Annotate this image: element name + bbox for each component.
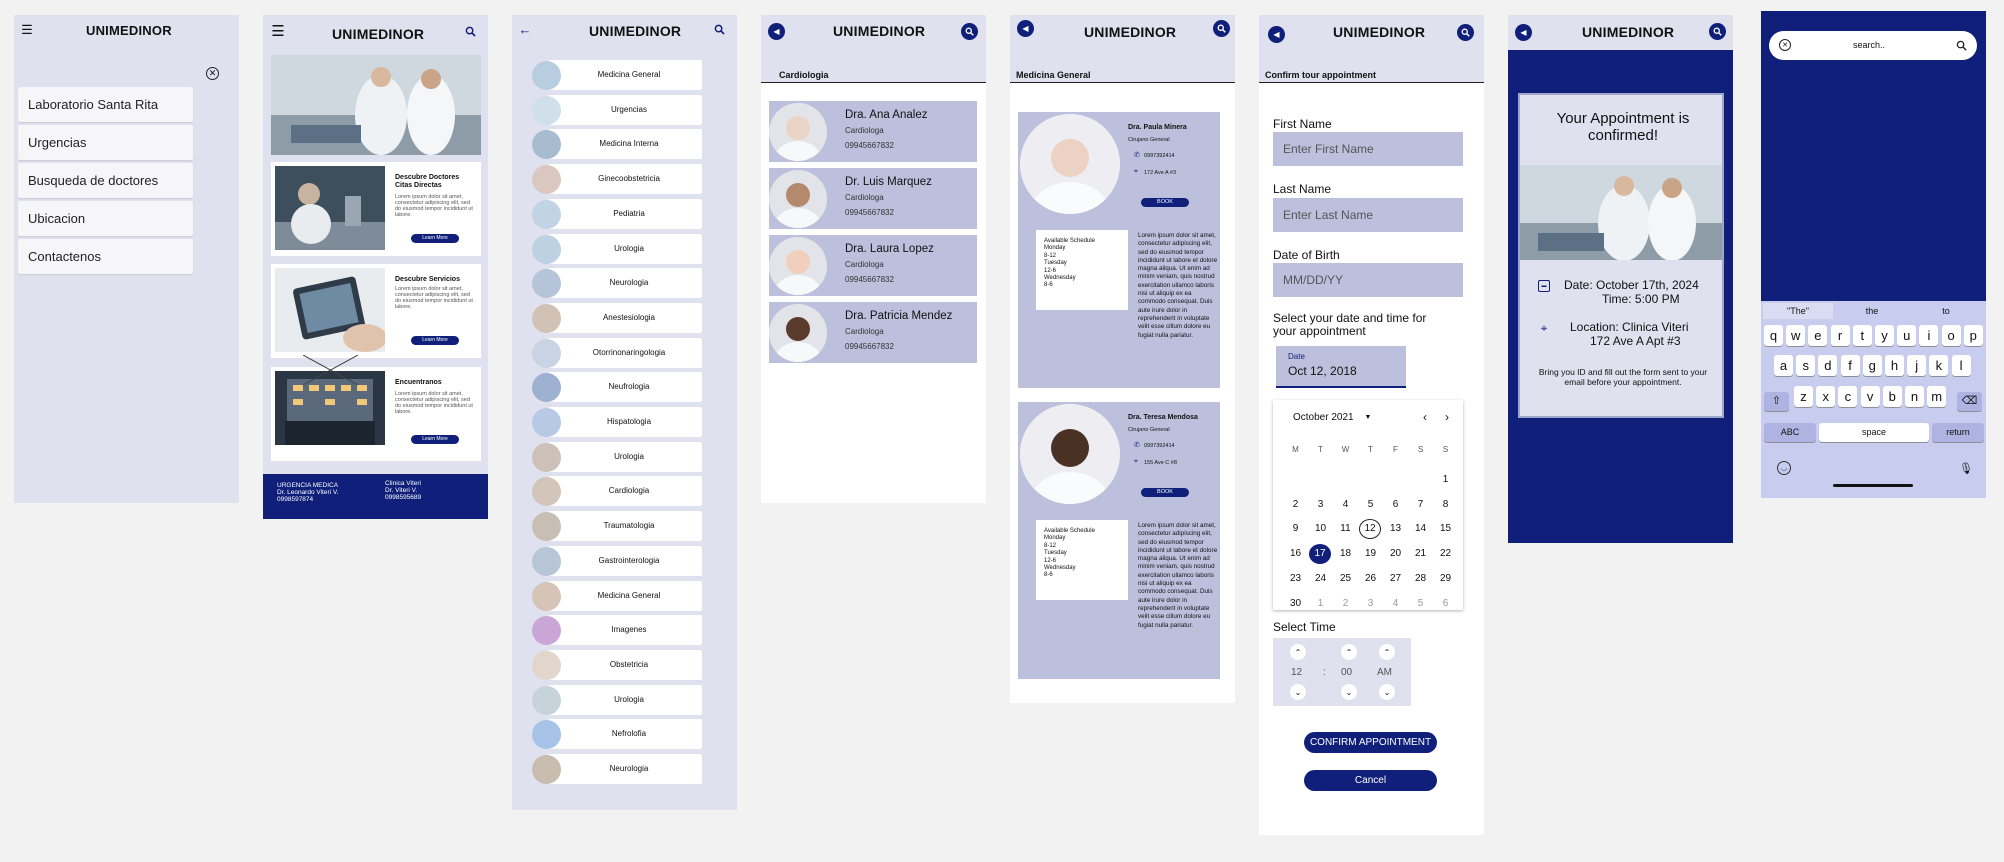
schedule-line: 8-12 bbox=[1044, 542, 1057, 549]
calendar-day[interactable]: 18 bbox=[1339, 548, 1352, 560]
key-b[interactable]: b bbox=[1883, 386, 1902, 407]
learn-more-button[interactable]: Learn More bbox=[411, 234, 459, 243]
doctor-specialty: Cirujano General bbox=[1128, 137, 1170, 143]
key-a[interactable]: a bbox=[1774, 355, 1793, 376]
location-pin-icon: ⌖ bbox=[1540, 320, 1548, 335]
weekday-label: S bbox=[1417, 445, 1424, 454]
specialty-label: Urologia bbox=[548, 685, 702, 715]
calendar-day[interactable]: 16 bbox=[1289, 548, 1302, 560]
specialty-label: Urgencias bbox=[548, 95, 702, 125]
specialty-item[interactable] bbox=[532, 754, 702, 784]
section-title: Confirm tour appointment bbox=[1265, 70, 1376, 80]
specialty-label: Neurologia bbox=[548, 754, 702, 784]
screen-search-keyboard bbox=[1761, 11, 1986, 498]
abc-key[interactable]: ABC bbox=[1764, 423, 1816, 442]
calendar-day[interactable]: 20 bbox=[1389, 548, 1402, 560]
calendar-day[interactable]: 11 bbox=[1340, 523, 1351, 535]
specialty-label: Neufrologia bbox=[548, 372, 702, 402]
doctor-card[interactable] bbox=[769, 302, 977, 363]
calendar-day[interactable]: 4 bbox=[1342, 498, 1349, 510]
doctor-address: 155 Ave C #8 bbox=[1144, 460, 1177, 466]
footer bbox=[263, 474, 488, 519]
doctor-specialty: Cardiologa bbox=[845, 126, 884, 135]
card-body: Lorem ipsum dolor sit amet, consectetur adipiscing elit, sed do eiusmod tempor incididunt ut labore. bbox=[395, 391, 473, 415]
doctor-name: Dr. Luis Marquez bbox=[845, 176, 932, 188]
hour-value[interactable]: 12 bbox=[1291, 667, 1303, 678]
specialty-item[interactable] bbox=[532, 407, 702, 437]
calendar-day[interactable]: 13 bbox=[1389, 523, 1402, 535]
learn-more-button[interactable]: Learn More bbox=[411, 336, 459, 345]
screen-home bbox=[263, 15, 488, 519]
calendar-month[interactable]: October 2021 bbox=[1293, 412, 1354, 423]
specialty-label: Traumatologia bbox=[548, 511, 702, 541]
weekday-label: S bbox=[1442, 445, 1449, 454]
microphone-icon[interactable]: 🎙 bbox=[1959, 462, 1973, 475]
confirmation-card bbox=[1518, 93, 1724, 418]
minute-value[interactable]: 00 bbox=[1341, 667, 1353, 678]
key-k[interactable]: k bbox=[1929, 355, 1948, 376]
doctor-name: Dra. Patricia Mendez bbox=[845, 310, 953, 322]
calendar-day[interactable]: 27 bbox=[1389, 572, 1402, 584]
specialty-label: Otorrinonaringologia bbox=[548, 338, 702, 368]
confirmation-date: Date: October 17th, 2024 bbox=[1564, 278, 1699, 292]
brand-title: UNIMEDINOR bbox=[1333, 24, 1426, 40]
calendar-day[interactable]: 1 bbox=[1442, 474, 1449, 485]
schedule-line: 8-12 bbox=[1044, 252, 1057, 259]
menu-item-urgencias[interactable]: Urgencias bbox=[18, 125, 193, 160]
section-title: Cardiologia bbox=[779, 70, 829, 80]
specialty-image bbox=[532, 96, 561, 125]
schedule-line: Tuesday bbox=[1044, 260, 1067, 267]
last-name-label: Last Name bbox=[1273, 182, 1332, 196]
brand-title: UNIMEDINOR bbox=[332, 26, 425, 42]
calendar-day[interactable]: 8 bbox=[1442, 498, 1449, 510]
specialty-item[interactable] bbox=[532, 338, 702, 368]
doctor-specialty: Cirujano General bbox=[1128, 427, 1170, 433]
menu-item-laboratorio[interactable]: Laboratorio Santa Rita bbox=[18, 87, 193, 122]
schedule-line: 12-6 bbox=[1044, 267, 1057, 274]
specialty-label: Neurologia bbox=[548, 268, 702, 298]
time-separator: : bbox=[1323, 667, 1326, 678]
screen-side-menu bbox=[14, 15, 239, 503]
calendar-day[interactable]: 7 bbox=[1417, 498, 1424, 510]
hamburger-icon[interactable]: ☰ bbox=[21, 22, 33, 37]
specialty-item[interactable] bbox=[532, 650, 702, 680]
schedule-line: 8-6 bbox=[1044, 572, 1053, 579]
cancel-button[interactable]: Cancel bbox=[1304, 770, 1437, 791]
doctor-photo bbox=[769, 304, 827, 362]
section-title: Medicina General bbox=[1016, 70, 1091, 80]
specialty-label: Nefrolofia bbox=[548, 719, 702, 749]
schedule-line: Wednesday bbox=[1044, 565, 1076, 572]
book-button[interactable]: BOOK bbox=[1141, 198, 1189, 207]
suggestion-to[interactable]: to bbox=[1942, 306, 1950, 316]
return-key[interactable]: return bbox=[1932, 423, 1984, 442]
card-title: Encuentranos bbox=[395, 379, 442, 386]
confirmation-note: Bring you ID and fill out the form sent to your email before your appointment. bbox=[1538, 367, 1708, 387]
specialty-item[interactable] bbox=[532, 372, 702, 402]
weekday-label: M bbox=[1292, 445, 1299, 454]
key-i[interactable]: i bbox=[1919, 325, 1938, 346]
close-icon[interactable]: ✕ bbox=[206, 67, 219, 80]
specialty-image bbox=[532, 269, 561, 298]
confirmation-location: Location: Clinica Viteri bbox=[1570, 320, 1689, 334]
date-input-label: Date bbox=[1288, 352, 1305, 361]
key-o[interactable]: o bbox=[1942, 325, 1961, 346]
suggestion-the[interactable]: the bbox=[1865, 306, 1879, 316]
back-icon[interactable]: ◀ bbox=[1515, 24, 1532, 41]
schedule-line: 8-6 bbox=[1044, 282, 1053, 289]
search-icon[interactable] bbox=[1955, 39, 1967, 51]
specialty-label: Anestesiologia bbox=[548, 303, 702, 333]
specialty-label: Medicina General bbox=[548, 60, 702, 90]
calendar-day[interactable]: 30 bbox=[1289, 597, 1302, 609]
doctor-name: Dra. Ana Analez bbox=[845, 109, 928, 121]
brand-title: UNIMEDINOR bbox=[86, 23, 172, 38]
brand-title: UNIMEDINOR bbox=[1582, 24, 1675, 40]
doctor-phone: 09945667832 bbox=[845, 141, 894, 150]
phone-icon: ✆ bbox=[1134, 152, 1140, 159]
book-button[interactable]: BOOK bbox=[1141, 488, 1189, 497]
ampm-value[interactable]: AM bbox=[1377, 667, 1392, 678]
brand-title: UNIMEDINOR bbox=[833, 23, 926, 39]
calendar-day[interactable]: 25 bbox=[1339, 572, 1352, 584]
calendar-day[interactable]: 12 bbox=[1359, 519, 1381, 539]
calendar-day[interactable]: 5 bbox=[1367, 498, 1374, 510]
doctor-photo bbox=[769, 237, 827, 295]
doctor-card[interactable] bbox=[769, 168, 977, 229]
calendar-day[interactable]: 1 bbox=[1317, 597, 1324, 609]
key-w[interactable]: w bbox=[1786, 325, 1805, 346]
specialty-item[interactable] bbox=[532, 95, 702, 125]
clear-icon[interactable]: ✕ bbox=[1779, 39, 1791, 51]
doctor-photo bbox=[769, 170, 827, 228]
schedule-box bbox=[1036, 230, 1128, 310]
key-t[interactable]: t bbox=[1853, 325, 1872, 346]
specialty-item[interactable] bbox=[532, 511, 702, 541]
last-name-field[interactable]: Enter Last Name bbox=[1273, 198, 1463, 232]
key-r[interactable]: r bbox=[1831, 325, 1850, 346]
specialty-image bbox=[532, 235, 561, 264]
key-m[interactable]: m bbox=[1927, 386, 1946, 407]
doctor-name: Dra. Teresa Mendosa bbox=[1128, 414, 1198, 421]
schedule-line: Monday bbox=[1044, 245, 1066, 252]
calendar-day[interactable]: 2 bbox=[1292, 498, 1299, 510]
specialty-item[interactable] bbox=[532, 685, 702, 715]
calendar-day[interactable]: 17 bbox=[1309, 544, 1331, 564]
learn-more-button[interactable]: Learn More bbox=[411, 435, 459, 444]
key-v[interactable]: v bbox=[1861, 386, 1880, 407]
shift-key[interactable]: ⇧ bbox=[1764, 392, 1789, 411]
tablet-photo bbox=[275, 268, 385, 352]
key-g[interactable]: g bbox=[1863, 355, 1882, 376]
specialty-item[interactable] bbox=[532, 164, 702, 194]
hour-down-icon[interactable]: ⌄ bbox=[1290, 684, 1306, 700]
confirmation-title: Your Appointment is confirmed! bbox=[1556, 110, 1690, 144]
specialty-label: Gastrointerologia bbox=[548, 546, 702, 576]
key-d[interactable]: d bbox=[1818, 355, 1837, 376]
doctor-phone[interactable]: 0997392414 bbox=[1144, 443, 1175, 449]
doctor-name: Dra. Paula Minera bbox=[1128, 124, 1187, 131]
prev-month-icon[interactable]: ‹ bbox=[1423, 410, 1427, 424]
date-input[interactable] bbox=[1276, 346, 1406, 388]
lab-photo bbox=[275, 166, 385, 250]
weekday-label: T bbox=[1318, 445, 1323, 454]
ampm-down-icon[interactable]: ⌄ bbox=[1379, 684, 1395, 700]
card-title: Descubre Doctores Citas Directas bbox=[395, 174, 460, 189]
specialty-label: Urologia bbox=[548, 442, 702, 472]
card-body: Lorem ipsum dolor sit amet, consectetur adipiscing elit, sed do eiusmod tempor incididunt ut labore. bbox=[395, 286, 473, 310]
specialty-image bbox=[532, 582, 561, 611]
doctor-specialty: Cardiologa bbox=[845, 260, 884, 269]
specialty-image bbox=[532, 339, 561, 368]
schedule-line: 12-6 bbox=[1044, 557, 1057, 564]
footer-clinic: Clinica Viteri bbox=[385, 480, 422, 487]
specialty-image bbox=[532, 755, 561, 784]
schedule-line: Monday bbox=[1044, 535, 1066, 542]
specialty-item[interactable] bbox=[532, 546, 702, 576]
schedule-line: Available Schedule bbox=[1044, 238, 1095, 244]
card-doctores bbox=[271, 162, 481, 256]
screen-cardiologia bbox=[761, 15, 986, 503]
dob-label: Date of Birth bbox=[1273, 248, 1340, 262]
doctor-photo bbox=[1020, 114, 1120, 214]
search-icon[interactable] bbox=[463, 24, 477, 38]
calendar-day[interactable]: 22 bbox=[1439, 548, 1452, 560]
calendar-day[interactable]: 14 bbox=[1414, 523, 1427, 535]
key-h[interactable]: h bbox=[1885, 355, 1904, 376]
specialty-item[interactable] bbox=[532, 719, 702, 749]
doctor-address: 172 Ave A #3 bbox=[1144, 170, 1177, 176]
specialty-image bbox=[532, 61, 561, 90]
specialty-label: Pediatria bbox=[548, 199, 702, 229]
doctor-profile-card bbox=[1018, 402, 1220, 679]
specialty-label: Hispatologia bbox=[548, 407, 702, 437]
footer-doctor: Dr. Viteri V. bbox=[385, 487, 418, 494]
select-time-label: Select Time bbox=[1273, 620, 1336, 634]
specialty-image bbox=[532, 686, 561, 715]
weekday-label: W bbox=[1341, 445, 1350, 454]
specialty-image bbox=[532, 443, 561, 472]
footer-title: URGENCIA MEDICA bbox=[277, 482, 339, 489]
minute-down-icon[interactable]: ⌄ bbox=[1341, 684, 1357, 700]
search-icon[interactable] bbox=[961, 23, 978, 40]
doctor-specialty: Cardiologa bbox=[845, 193, 884, 202]
specialty-item[interactable] bbox=[532, 303, 702, 333]
key-l[interactable]: l bbox=[1952, 355, 1971, 376]
home-indicator bbox=[1833, 484, 1913, 487]
calendar-day[interactable]: 19 bbox=[1364, 548, 1377, 560]
doctor-profile-card bbox=[1018, 112, 1220, 388]
specialty-image bbox=[532, 651, 561, 680]
schedule-box bbox=[1036, 520, 1128, 600]
keyboard bbox=[1761, 301, 1986, 498]
doctor-photo bbox=[769, 103, 827, 161]
brand-title: UNIMEDINOR bbox=[1084, 24, 1177, 40]
calendar-day[interactable]: 3 bbox=[1317, 498, 1324, 510]
doctor-name: Dra. Laura Lopez bbox=[845, 243, 934, 255]
confirmation-time: Time: 5:00 PM bbox=[1602, 292, 1680, 306]
space-key[interactable]: space bbox=[1819, 423, 1929, 442]
doctor-phone[interactable]: 0997392414 bbox=[1144, 153, 1175, 159]
brand-title: UNIMEDINOR bbox=[589, 23, 682, 39]
calendar-day[interactable]: 21 bbox=[1414, 548, 1427, 560]
screen-confirmation bbox=[1508, 15, 1733, 543]
calendar-day[interactable]: 10 bbox=[1314, 523, 1327, 535]
placeholder-cross-icon bbox=[303, 355, 358, 385]
specialty-image bbox=[532, 408, 561, 437]
footer-doctor: Dr. Leonardo Viteri V. bbox=[277, 489, 339, 496]
dob-field[interactable]: MM/DD/YY bbox=[1273, 263, 1463, 297]
hour-up-icon[interactable]: ⌃ bbox=[1290, 644, 1306, 660]
hamburger-icon[interactable]: ☰ bbox=[271, 23, 285, 40]
footer-phone[interactable]: 0998595689 bbox=[385, 494, 422, 501]
specialty-label: Ginecoobstetricia bbox=[548, 164, 702, 194]
doctor-card[interactable] bbox=[769, 101, 977, 162]
calendar-day[interactable]: 29 bbox=[1439, 572, 1452, 584]
specialty-label: Imagenes bbox=[548, 615, 702, 645]
footer-phone[interactable]: 0998597874 bbox=[277, 496, 314, 503]
schedule-line: Tuesday bbox=[1044, 550, 1067, 557]
key-x[interactable]: x bbox=[1816, 386, 1835, 407]
specialty-label: Medicina General bbox=[548, 581, 702, 611]
calendar-day[interactable]: 26 bbox=[1364, 572, 1377, 584]
specialty-item[interactable] bbox=[532, 60, 702, 90]
search-icon[interactable] bbox=[712, 22, 726, 36]
specialty-item[interactable] bbox=[532, 476, 702, 506]
screen-medicina-general bbox=[1010, 15, 1235, 703]
location-pin-icon: ⌖ bbox=[1134, 168, 1138, 175]
doctor-description: Lorem ipsum dolor sit amet, consectetur adipiscing elit, sed do eiusmod tempor incididunt ut labore et dolore magna aliqua. Ut enim ad minim veniam, quis nostrud exercitation ullamco laboris nisi ut aliquip ex ea commodo consequat. Duis aute irure dolor in reprehenderit in voluptate velit esse cillum dolore eu fugiat nulla pariatur. bbox=[1138, 232, 1218, 339]
screen-book-appointment bbox=[1259, 15, 1484, 835]
key-y[interactable]: y bbox=[1875, 325, 1894, 346]
menu-item-contactenos[interactable]: Contactenos bbox=[18, 239, 193, 274]
card-servicios bbox=[271, 264, 481, 358]
select-date-label: Select your date and time for your appointment bbox=[1273, 311, 1427, 338]
specialty-label: Cardiologia bbox=[548, 476, 702, 506]
key-c[interactable]: c bbox=[1838, 386, 1857, 407]
ampm-up-icon[interactable]: ⌃ bbox=[1379, 644, 1395, 660]
calendar-day[interactable]: 6 bbox=[1442, 597, 1449, 609]
calendar-day[interactable]: 9 bbox=[1292, 523, 1299, 535]
specialty-item[interactable] bbox=[532, 268, 702, 298]
card-title: Descubre Servicios bbox=[395, 276, 460, 283]
menu-item-busqueda-doctores[interactable]: Busqueda de doctores bbox=[18, 163, 193, 198]
calendar-day[interactable]: 4 bbox=[1392, 597, 1399, 609]
key-z[interactable]: z bbox=[1794, 386, 1813, 407]
calendar-day[interactable]: 28 bbox=[1414, 572, 1427, 584]
specialty-image bbox=[532, 200, 561, 229]
suggestion-bar bbox=[1761, 301, 1986, 321]
calendar-day[interactable]: 3 bbox=[1367, 597, 1374, 609]
emoji-icon[interactable]: ◡ bbox=[1777, 461, 1791, 475]
calendar-day[interactable]: 2 bbox=[1342, 597, 1349, 609]
back-arrow-icon[interactable]: ← bbox=[518, 21, 532, 37]
doctor-specialty: Cardiologa bbox=[845, 327, 884, 336]
date-input-value: Oct 12, 2018 bbox=[1288, 364, 1357, 378]
menu-item-ubicacion[interactable]: Ubicacion bbox=[18, 201, 193, 236]
back-icon[interactable]: ◀ bbox=[1268, 26, 1285, 43]
calendar-day[interactable]: 15 bbox=[1439, 523, 1452, 535]
weekday-label: T bbox=[1368, 445, 1373, 454]
search-bar[interactable] bbox=[1769, 31, 1977, 60]
screen-specialties bbox=[512, 15, 737, 810]
confirm-appointment-button[interactable]: CONFIRM APPOINTMENT bbox=[1304, 732, 1437, 753]
key-e[interactable]: e bbox=[1808, 325, 1827, 346]
search-icon[interactable] bbox=[1709, 23, 1726, 40]
doctor-description: Lorem ipsum dolor sit amet, consectetur adipiscing elit, sed do eiusmod tempor incididunt ut labore et dolore magna aliqua. Ut enim ad minim veniam, quis nostrud exercitation ullamco laboris nisi ut aliquip ex ea commodo consequat. Duis aute irure dolor in reprehenderit in voluptate velit esse cillum dolore eu fugiat nulla pariatur. bbox=[1138, 522, 1218, 629]
weekday-label: F bbox=[1393, 445, 1398, 454]
specialty-item[interactable] bbox=[532, 442, 702, 472]
month-dropdown-icon[interactable]: ▼ bbox=[1364, 413, 1372, 421]
key-n[interactable]: n bbox=[1905, 386, 1924, 407]
specialty-item[interactable] bbox=[532, 129, 702, 159]
calendar-day[interactable]: 23 bbox=[1289, 572, 1302, 584]
key-j[interactable]: j bbox=[1907, 355, 1926, 376]
specialty-item[interactable] bbox=[532, 234, 702, 264]
calendar-day[interactable]: 6 bbox=[1392, 498, 1399, 510]
key-p[interactable]: p bbox=[1964, 325, 1983, 346]
specialty-image bbox=[532, 304, 561, 333]
calendar-icon: ▬ bbox=[1538, 280, 1550, 292]
schedule-line: Wednesday bbox=[1044, 275, 1076, 282]
first-name-label: First Name bbox=[1273, 117, 1332, 131]
specialty-image bbox=[532, 547, 561, 576]
next-month-icon[interactable]: › bbox=[1445, 410, 1449, 424]
back-icon[interactable]: ◀ bbox=[768, 23, 785, 40]
time-picker bbox=[1273, 638, 1411, 706]
specialty-item[interactable] bbox=[532, 199, 702, 229]
specialty-label: Obstetricia bbox=[548, 650, 702, 680]
hero-doctors-photo bbox=[271, 55, 481, 155]
key-q[interactable]: q bbox=[1764, 325, 1783, 346]
calendar-picker bbox=[1273, 400, 1463, 610]
calendar-day[interactable]: 24 bbox=[1314, 572, 1327, 584]
card-body: Lorem ipsum dolor sit amet, consectetur adipiscing elit, sed do eiusmod tempor incididunt ut labore. bbox=[395, 194, 473, 218]
specialty-label: Medicina Interna bbox=[548, 129, 702, 159]
key-s[interactable]: s bbox=[1796, 355, 1815, 376]
specialty-image bbox=[532, 165, 561, 194]
search-icon[interactable] bbox=[1213, 20, 1230, 37]
phone-icon: ✆ bbox=[1134, 442, 1140, 449]
specialty-item[interactable] bbox=[532, 581, 702, 611]
search-placeholder: search.. bbox=[1853, 40, 1886, 50]
specialty-label: Urologia bbox=[548, 234, 702, 264]
specialty-image bbox=[532, 512, 561, 541]
doctor-photo bbox=[1020, 404, 1120, 504]
specialty-image bbox=[532, 616, 561, 645]
doctors-photo bbox=[1520, 165, 1722, 260]
doctor-card[interactable] bbox=[769, 235, 977, 296]
first-name-field[interactable]: Enter First Name bbox=[1273, 132, 1463, 166]
backspace-key[interactable]: ⌫ bbox=[1957, 392, 1982, 411]
key-u[interactable]: u bbox=[1897, 325, 1916, 346]
minute-up-icon[interactable]: ⌃ bbox=[1341, 644, 1357, 660]
back-icon[interactable]: ◀ bbox=[1017, 20, 1034, 37]
suggestion-quoted[interactable]: "The" bbox=[1763, 303, 1833, 319]
doctor-phone: 09945667832 bbox=[845, 208, 894, 217]
doctor-phone: 09945667832 bbox=[845, 342, 894, 351]
specialty-item[interactable] bbox=[532, 615, 702, 645]
key-f[interactable]: f bbox=[1841, 355, 1860, 376]
search-icon[interactable] bbox=[1457, 24, 1474, 41]
schedule-line: Available Schedule bbox=[1044, 528, 1095, 534]
location-pin-icon: ⌖ bbox=[1134, 458, 1138, 465]
confirmation-address: 172 Ave A Apt #3 bbox=[1590, 334, 1681, 348]
doctor-phone: 09945667832 bbox=[845, 275, 894, 284]
calendar-day[interactable]: 5 bbox=[1417, 597, 1424, 609]
